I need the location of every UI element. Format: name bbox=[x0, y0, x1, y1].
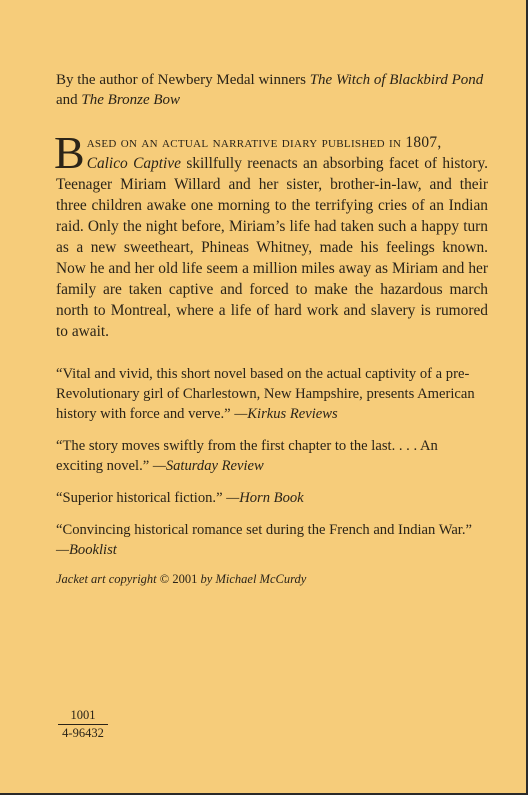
review-quote bbox=[56, 364, 488, 424]
review-source: —Booklist bbox=[56, 542, 117, 558]
jacket-art-credit bbox=[56, 572, 488, 587]
book-description bbox=[54, 127, 489, 342]
byline-title-witch: The Witch of Blackbird Pond bbox=[309, 72, 484, 88]
review-text: “Superior historical fiction.” bbox=[56, 490, 227, 506]
review-text: “The story moves swiftly from the first chapter to the last. . . . An exciting novel.” bbox=[56, 438, 438, 474]
review-quote bbox=[56, 436, 488, 476]
review-quote bbox=[56, 488, 488, 508]
byline-and: and bbox=[56, 92, 82, 108]
review-source: —Horn Book bbox=[226, 490, 304, 506]
catalog-code-line1: 1001 bbox=[58, 708, 108, 725]
cover-text bbox=[56, 70, 488, 587]
drop-cap: B bbox=[54, 127, 85, 178]
review-text: “Vital and vivid, this short novel based on the actual captivity of a pre-Revolutionary girl of Charlestown, New Hampshire, presents American history with force and verve.” bbox=[56, 366, 475, 422]
credit-copyright: © 2001 bbox=[159, 572, 198, 586]
catalog-code bbox=[58, 708, 108, 741]
credit-suffix: by Michael McCurdy bbox=[197, 572, 307, 586]
author-byline bbox=[56, 70, 488, 110]
byline-prefix: By the author of Newbery Medal winners bbox=[56, 72, 310, 88]
review-text: “Convincing historical romance set during the French and Indian War.” bbox=[56, 522, 472, 538]
review-source: —Saturday Review bbox=[152, 458, 264, 474]
review-source: —Kirkus Reviews bbox=[234, 406, 338, 422]
description-lead: ased on an actual narrative diary published in 1807, bbox=[86, 134, 442, 151]
catalog-code-line2: 4-96432 bbox=[62, 726, 104, 740]
description-body: skillfully reenacts an absorbing facet of history. Teenager Miriam Willard and her sister, brother-in-law, and their three children awake one morning to the terrifying cries of an Indian raid. Only the night before, Miriam’s life had taken such a happy turn as a new sweetheart, Phineas Whitney, made his feelings known. Now he and her old life seem a million miles away as Miriam and her family are taken captive and forced to make the hazardous march north to Montreal, where a life of hard work and slavery is rumored to await. bbox=[56, 155, 489, 340]
byline-title-bronze: The Bronze Bow bbox=[81, 92, 181, 108]
review-quote bbox=[56, 520, 488, 560]
credit-prefix: Jacket art copyright bbox=[56, 572, 160, 586]
description-book-title: Calico Captive bbox=[86, 155, 181, 172]
